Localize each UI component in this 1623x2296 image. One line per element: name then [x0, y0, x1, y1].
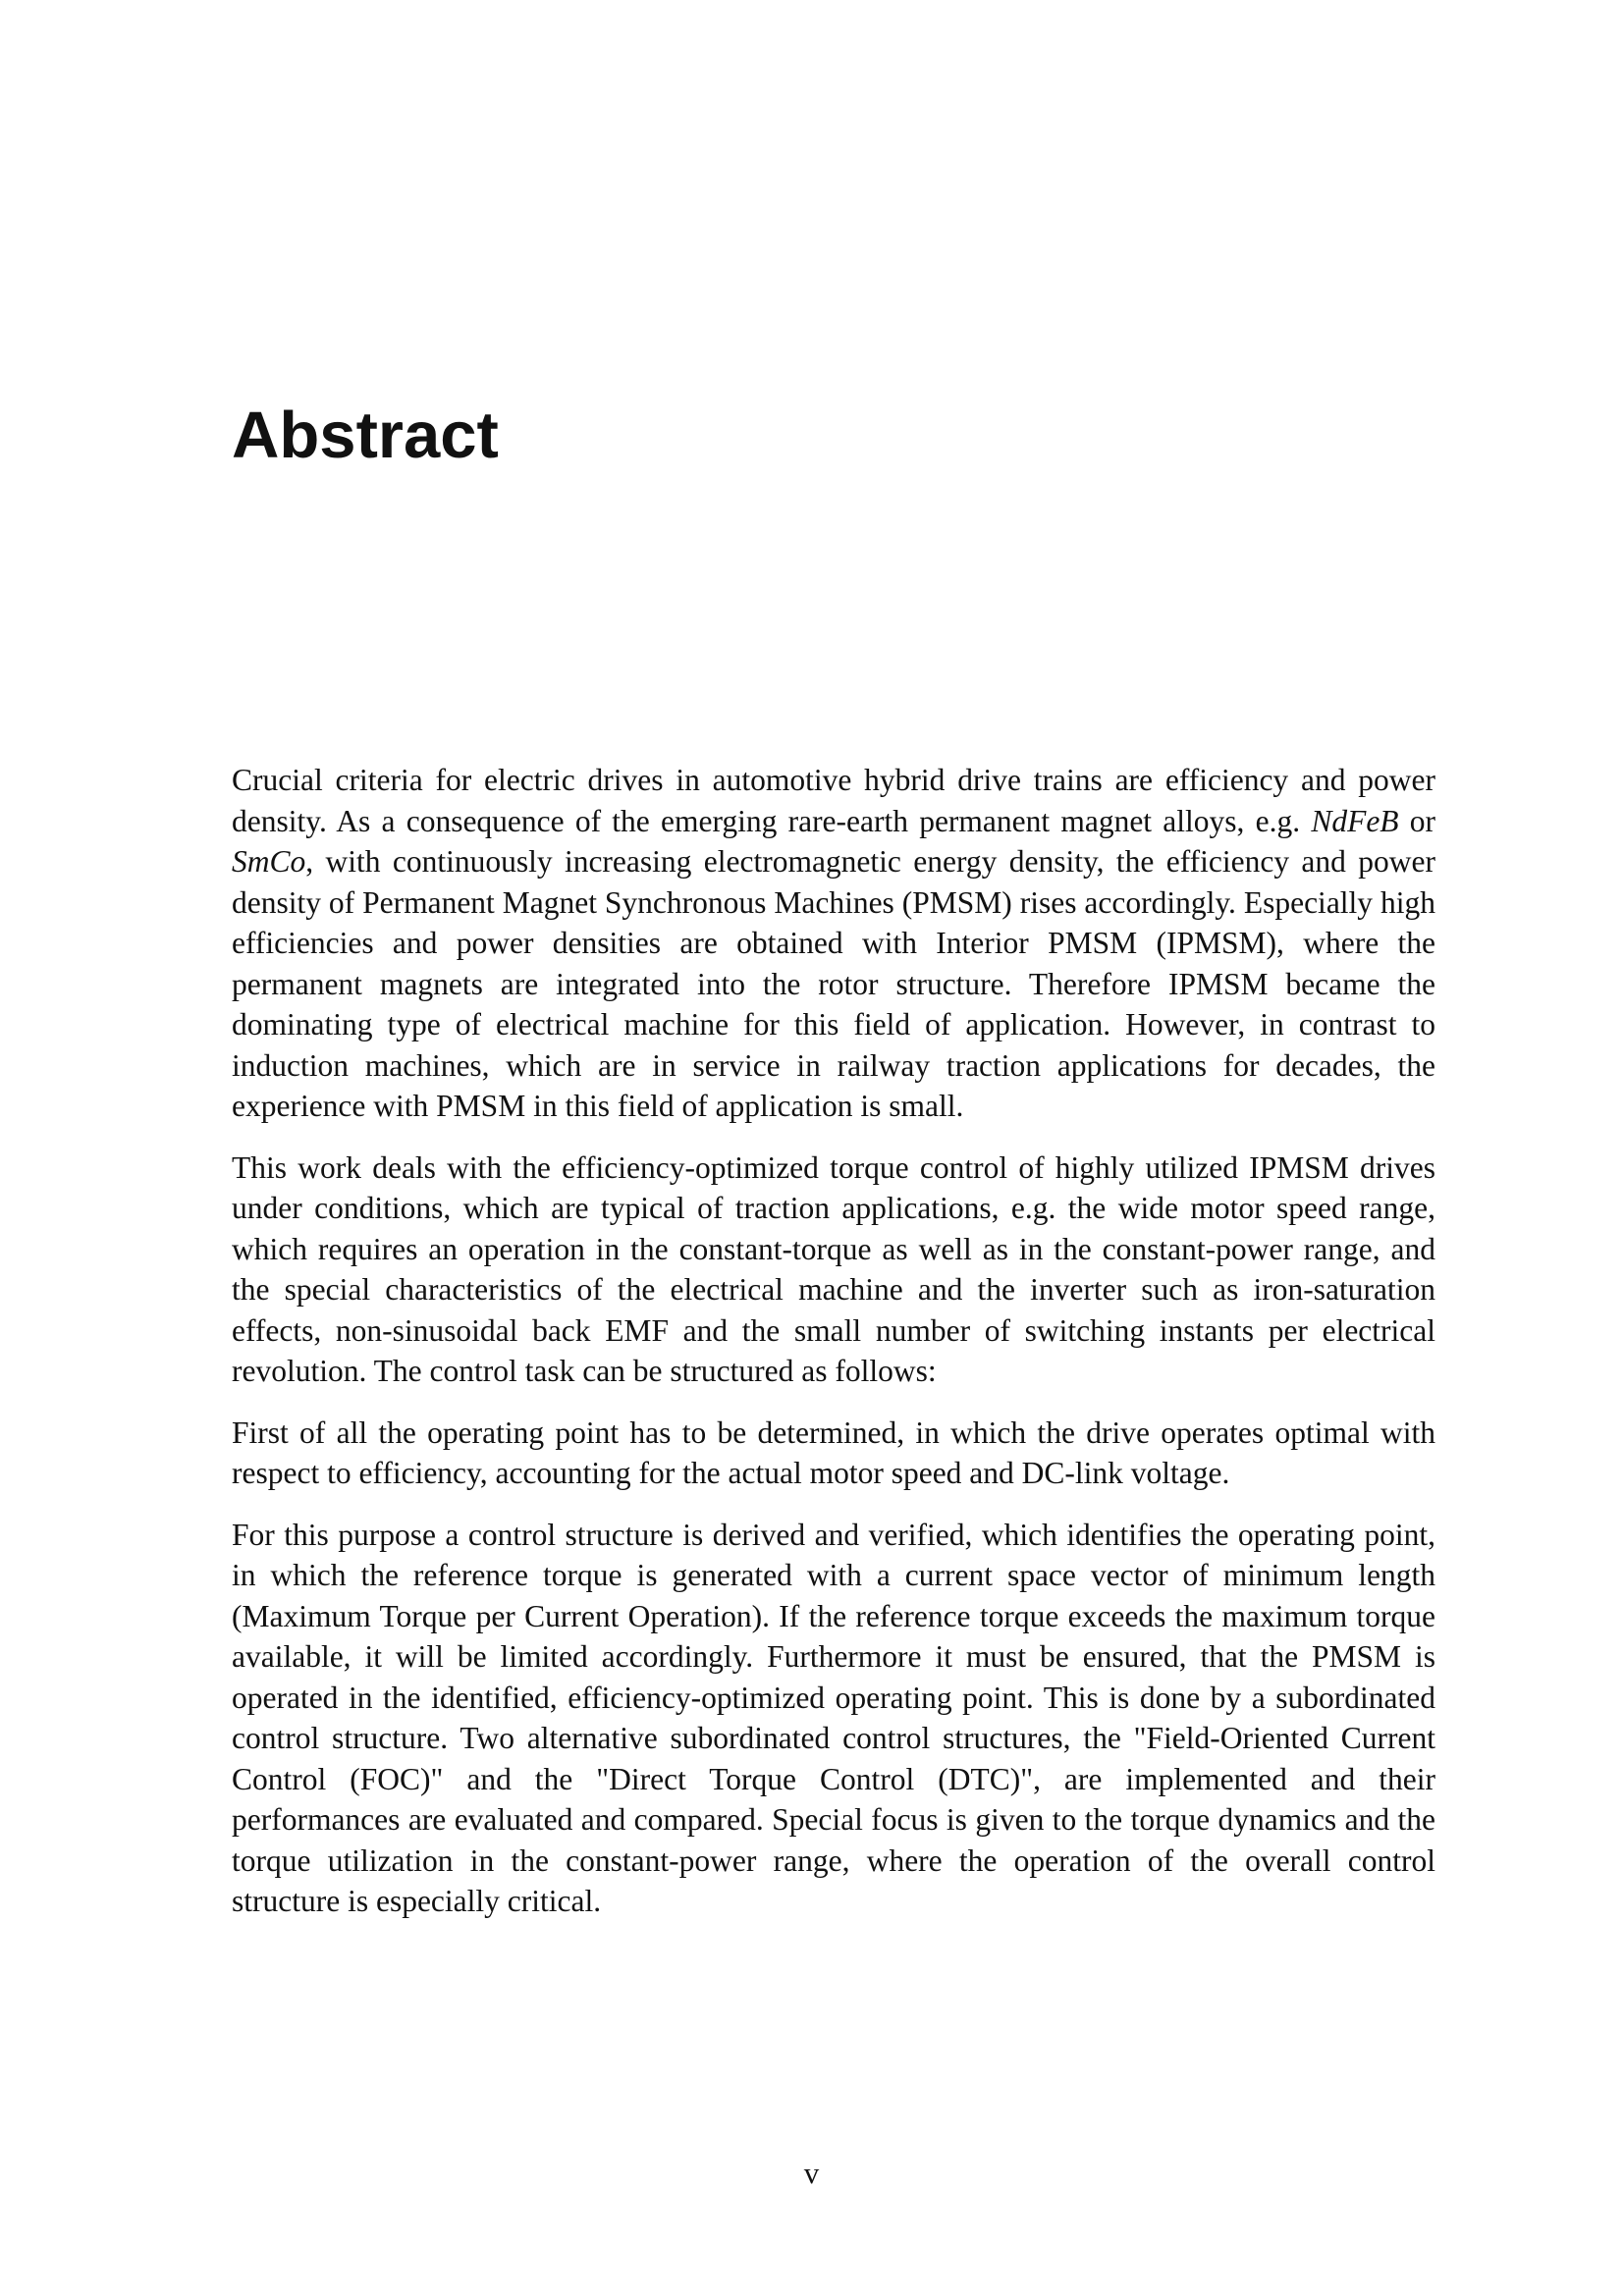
paragraph-1-text-b: or — [1398, 803, 1436, 838]
paragraph-1 — [232, 760, 1435, 1127]
page-number: v — [803, 2156, 820, 2190]
paragraph-3: First of all the operating point has to be determined, in which the drive operates optimal with respect to efficiency, accounting for the actual motor speed and DC-link voltage. — [232, 1415, 1435, 1490]
alloy-smco: SmCo — [232, 844, 306, 879]
abstract-body — [232, 760, 1435, 1943]
paragraph-2: This work deals with the efficiency-optimized torque control of highly utilized IPMSM drives under conditions, which are typical of traction applications, e.g. the wide motor speed range, which requires an operation in the constant-torque as well as in the constant-power range, and the special characteristics of the electrical machine and the inverter such as iron-saturation effects, non-sinusoidal back EMF and the small number of switching instants per electrical revolution. The control task can be structured as follows: — [232, 1149, 1435, 1388]
abstract-heading: Abstract — [232, 399, 499, 472]
paragraph-1-text-c: , with continuously increasing electromagnetic energy density, the efficiency and power density of Permanent Magnet Synchronous Machines (PMSM) rises accordingly. Especially high efficiencies and power densities are obtained with Interior PMSM (IPMSM), where the permanent magnets are integrated into the rotor structure. Therefore IPMSM became the dominating type of electrical machine for this field of application. However, in contrast to induction machines, which are in service in railway traction applications for decades, the experience with PMSM in this field of application is small. — [232, 844, 1435, 1123]
paragraph-1-text-a: Crucial criteria for electric drives in automotive hybrid drive trains are efficiency and power density. As a consequence of the emerging rare-earth permanent magnet alloys, e.g. — [232, 763, 1435, 838]
paragraph-4: For this purpose a control structure is derived and verified, which identifies the operating point, in which the reference torque is generated with a current space vector of minimum length (Maximum Torque per Current Operation). If the reference torque exceeds the maximum torque available, it will be limited accordingly. Furthermore it must be ensured, that the PMSM is operated in the identified, efficiency-optimized operating point. This is done by a subordinated control structure. Two alternative subordinated control structures, the "Field-Oriented Current Control (FOC)" and the "Direct Torque Control (DTC)", are implemented and their performances are evaluated and compared. Special focus is given to the torque dynamics and the torque utilization in the constant-power range, where the operation of the overall control structure is especially critical. — [232, 1517, 1435, 1918]
alloy-ndfeb: NdFeB — [1311, 803, 1399, 838]
